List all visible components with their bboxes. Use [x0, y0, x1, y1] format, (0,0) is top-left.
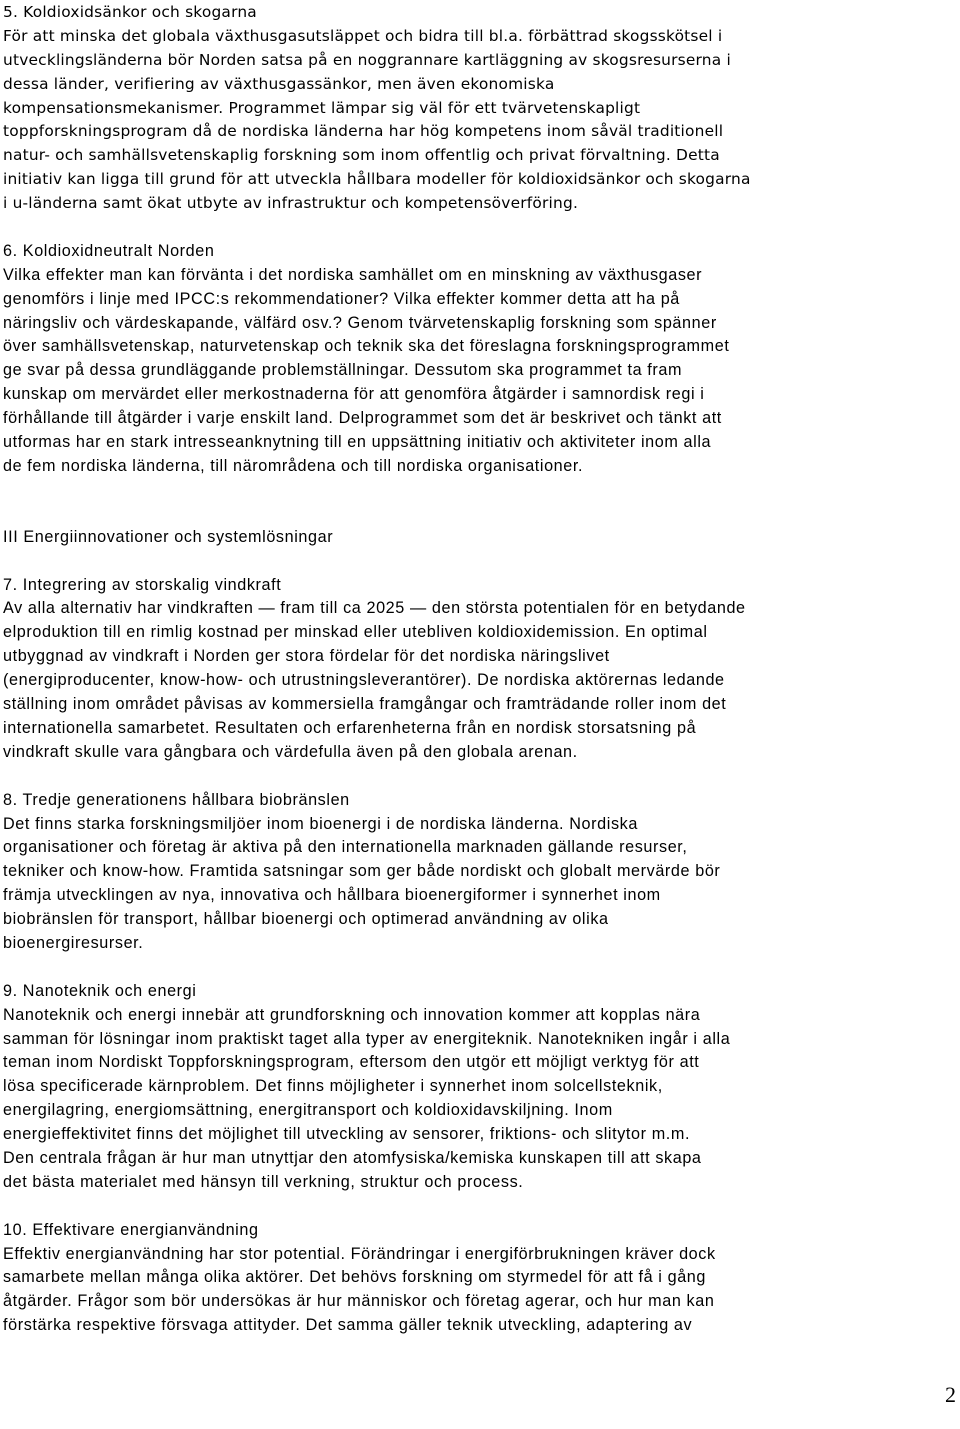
text-line: utbyggnad av vindkraft i Norden ger stora fördelar för det nordiska näringslivet [3, 647, 610, 666]
text-line: elproduktion till en rimlig kostnad per minskad eller utebliven koldioxidemission. En optimal [3, 623, 708, 642]
text-line: energieffektivitet finns det möjlighet till utveckling av sensorer, friktions- och slitytor m.m. [3, 1125, 691, 1144]
section-heading: 8. Tredje generationens hållbara biobränslen [3, 790, 350, 809]
section [3, 789, 957, 956]
text-line: kompensationsmekanismer. Programmet lämpar sig väl för ett tvärvetenskapligt [3, 98, 641, 117]
text-line: åtgärder. Frågor som bör undersökas är hur människor och företag agerar, och hur man kan [3, 1292, 715, 1311]
section [3, 240, 957, 479]
page-number: 2 [945, 1382, 956, 1407]
text-line: Effektiv energianvändning har stor potential. Förändringar i energiförbrukningen kräver dock [3, 1244, 716, 1263]
text-line: initiativ kan ligga till grund för att utveckla hållbara modeller för koldioxidsänkor och skogarna [3, 170, 751, 189]
text-line: de fem nordiska länderna, till närområdena och till nordiska organisationer. [3, 456, 584, 475]
text-line: biobränslen för transport, hållbar bioenergi och optimerad användning av olika [3, 910, 609, 929]
text-line: Den centrala frågan är hur man utnyttjar den atomfysiska/kemiska kunskapen till att skapa [3, 1148, 702, 1167]
section [3, 1, 957, 216]
section-heading: 5. Koldioxidsänkor och skogarna [3, 3, 257, 21]
paragraph-gap [3, 1195, 957, 1219]
paragraph-gap [3, 956, 957, 980]
section-heading: 10. Effektivare energianvändning [3, 1220, 259, 1239]
text-line: natur- och samhällsvetenskaplig forskning som inom offentlig och privat förvaltning. Detta [3, 146, 720, 165]
text-line: förhållande till åtgärder i varje enskilt land. Delprogrammet som det är beskrivet och tänkt att [3, 409, 722, 428]
text-line: tekniker och know-how. Framtida satsningar som ger både nordiskt och globalt mervärde bör [3, 862, 721, 881]
text-line: Vilka effekter man kan förvänta i det nordiska samhället om en minskning av växthusgaser [3, 265, 703, 284]
section [3, 1219, 957, 1338]
text-line: vindkraft skulle vara gångbara och värdefulla även på den globala arenan. [3, 742, 578, 761]
section-heading: 6. Koldioxidneutralt Norden [3, 241, 215, 260]
text-line: organisationer och företag är aktiva på den internationella marknaden gällande resurser, [3, 838, 688, 857]
text-line: i u-länderna samt ökat utbyte av infrastruktur och kompetensöverföring. [3, 194, 579, 213]
section [3, 980, 957, 1195]
text-line: För att minska det globala växthusgasutsläppet och bidra till bl.a. förbättrad skogsskötsel i [3, 26, 723, 45]
text-line: utformas har en stark intresseanknytning till en uppsättning initiativ och aktiviteter inom alla [3, 433, 712, 452]
text-line: lösa specificerade kärnproblem. Det finns möjligheter i synnerhet inom solcellsteknik, [3, 1077, 663, 1096]
paragraph-gap [3, 216, 957, 240]
text-line: dessa länder, verifiering av växthusgassänkor, men även ekonomiska [3, 74, 555, 93]
text-line: Nanoteknik och energi innebär att grundforskning och innovation kommer att kopplas nära [3, 1005, 701, 1024]
text-line: främja utvecklingen av nya, innovativa och hållbara bioenergiformer i synnerhet inom [3, 886, 661, 905]
text-line: energilagring, energiomsättning, energitransport och koldioxidavskiljning. Inom [3, 1101, 613, 1120]
text-line: toppforskningsprogram då de nordiska länderna har hög kompetens inom såväl traditionell [3, 122, 724, 141]
document-page [3, 1, 957, 1338]
text-line: teman inom Nordiskt Toppforskningsprogram, eftersom den utgör ett möjligt verktyg för att [3, 1053, 700, 1072]
text-line: kunskap om mervärdet eller merkostnaderna för att genomföra åtgärder i samnordisk regi i [3, 385, 705, 404]
section-heading: 9. Nanoteknik och energi [3, 981, 197, 1000]
text-line: Av alla alternativ har vindkraften — fram till ca 2025 — den största potentialen för en betydande [3, 599, 746, 618]
text-line: bioenergiresurser. [3, 933, 144, 952]
section [3, 574, 957, 765]
section-heading: 7. Integrering av storskalig vindkraft [3, 575, 282, 594]
text-line: samarbete mellan många olika aktörer. Det behövs forskning om styrmedel för att få i gång [3, 1268, 707, 1287]
paragraph-gap [3, 550, 957, 574]
text-line: förstärka respektive försvaga attityder. Det samma gäller teknik utveckling, adaptering av [3, 1316, 693, 1335]
text-line: (energiproducenter, know-how- och utrustningsleverantörer). De nordiska aktörernas ledande [3, 671, 725, 690]
text-line: det bästa materialet med hänsyn till verkning, struktur och process. [3, 1172, 524, 1191]
text-line: över samhällsvetenskap, naturvetenskap och teknik ska det föreslagna forskningsprogrammet [3, 337, 730, 356]
paragraph-gap [3, 479, 957, 526]
part-heading-block [3, 526, 957, 550]
text-line: genomförs i linje med IPCC:s rekommendationer? Vilka effekter kommer detta att ha på [3, 289, 680, 308]
text-line: ge svar på dessa grundläggande problemställningar. Dessutom ska programmet ta fram [3, 361, 683, 380]
part-heading: III Energiinnovationer och systemlösningar [3, 527, 334, 546]
text-line: samman för lösningar inom praktiskt taget alla typer av energiteknik. Nanotekniken ingår i alla [3, 1029, 731, 1048]
text-line: utvecklingsländerna bör Norden satsa på en noggrannare kartläggning av skogsresurserna i [3, 50, 731, 69]
text-line: internationella samarbetet. Resultaten och erfarenheterna från en nordisk storsatsning på [3, 718, 697, 737]
text-line: näringsliv och värdeskapande, välfärd osv.? Genom tvärvetenskaplig forskning som spänner [3, 313, 717, 332]
paragraph-gap [3, 765, 957, 789]
text-line: ställning inom området påvisas av kommersiella framgångar och framträdande roller inom det [3, 695, 727, 714]
text-line: Det finns starka forskningsmiljöer inom bioenergi i de nordiska länderna. Nordiska [3, 814, 638, 833]
